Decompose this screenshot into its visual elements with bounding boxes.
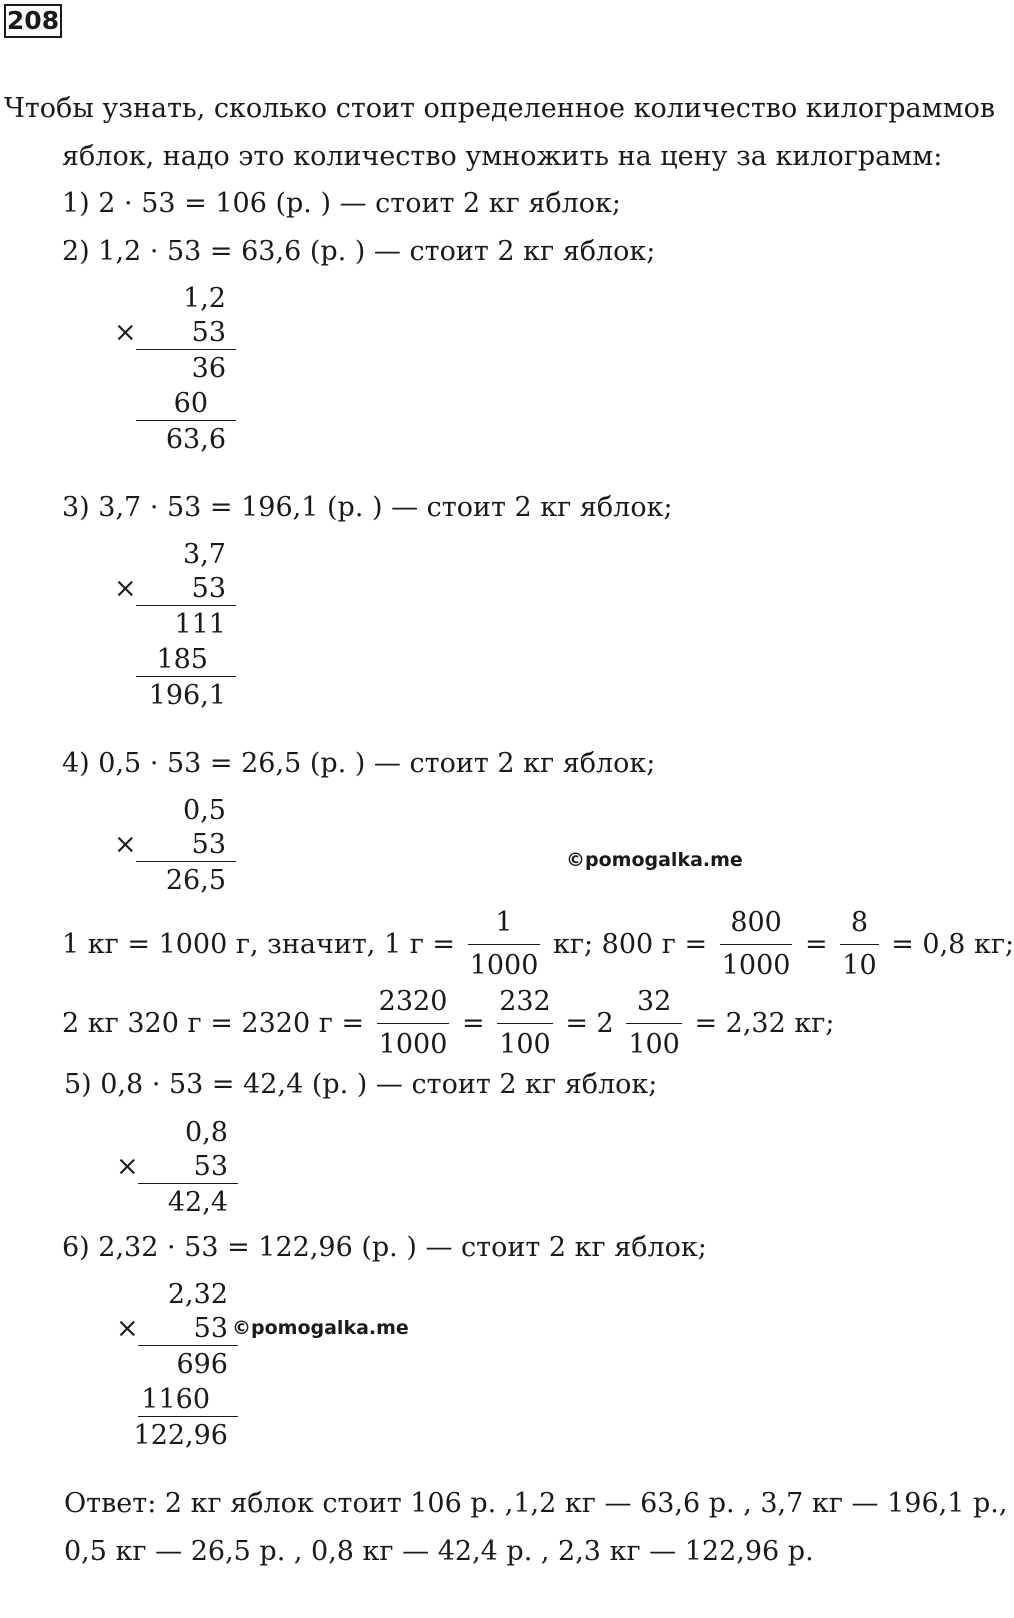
watermark: ©pomogalka.me [232,1317,409,1339]
multiplier: 53 [191,317,226,348]
times-sign: × [116,1151,139,1182]
partial-product: 111 [174,609,226,640]
multiplicand: 0,5 [183,795,226,826]
conversion-text: 1 кг = 1000 г, значит, 1 г = [62,929,456,960]
rule-line [136,420,236,421]
fraction: $\frac{32}{100}$ [626,983,682,1064]
column-multiplication-2 [114,280,238,460]
multiplicand: 3,7 [183,539,226,570]
fraction: $\frac{232}{100}$ [497,983,553,1064]
answer-line-2: 0,5 кг — 26,5 р. , 0,8 кг — 42,4 р. , 2,3 кг — 122,96 р. [64,1536,814,1567]
conversion-text: = 0,8 кг; [891,929,1014,960]
conversion-text: кг; 800 г = [552,929,708,960]
multiplier: 53 [191,573,226,604]
partial-product: 696 [176,1349,228,1380]
step-5: 5) 0,8 · 53 = 42,4 (р. ) — стоит 2 кг яблок; [64,1069,658,1100]
column-multiplication-4 [114,792,238,902]
rule-line [136,605,236,606]
step-1: 1) 2 · 53 = 106 (р. ) — стоит 2 кг яблок; [62,188,622,219]
step-6: 6) 2,32 · 53 = 122,96 (р. ) — стоит 2 кг яблок; [62,1232,707,1263]
column-multiplication-6 [116,1276,240,1456]
step-2: 2) 1,2 · 53 = 63,6 (р. ) — стоит 2 кг яблок; [62,236,656,267]
rule-line [136,861,236,862]
conversion-line-2 [62,983,834,1064]
multiplier: 53 [191,829,226,860]
conversion-text: 2 кг 320 г = 2320 г = [62,1008,365,1039]
equals-sign: = [461,1008,485,1039]
multiplier: 53 [193,1313,228,1344]
product: 26,5 [165,865,226,896]
step-3: 3) 3,7 · 53 = 196,1 (р. ) — стоит 2 кг яблок; [62,492,673,523]
multiplicand: 2,32 [167,1279,228,1310]
product: 196,1 [148,680,226,711]
rule-line [138,1416,238,1417]
fraction: $\frac{800}{1000}$ [720,904,793,985]
partial-product: 36 [191,353,226,384]
multiplier: 53 [193,1151,228,1182]
times-sign: × [116,1313,139,1344]
rule-line [136,349,236,350]
times-sign: × [114,317,137,348]
watermark: ©pomogalka.me [566,849,743,871]
fraction: $\frac{1}{1000}$ [468,904,541,985]
column-multiplication-3 [114,536,238,716]
intro-line-2: яблок, надо это количество умножить на цену за килограмм: [62,141,943,172]
conversion-line-1 [62,904,1014,985]
multiplicand: 1,2 [183,283,226,314]
partial-product: 60 [173,388,208,419]
times-sign: × [114,829,137,860]
product: 63,6 [165,424,226,455]
product: 42,4 [167,1187,228,1218]
rule-line [138,1345,238,1346]
partial-product: 185 [156,644,208,675]
answer-line-1: Ответ: 2 кг яблок стоит 106 р. ,1,2 кг — 63,6 р. , 3,7 кг — 196,1 р., [64,1488,1008,1519]
times-sign: × [114,573,137,604]
intro-line-1: Чтобы узнать, сколько стоит определенное количество килограммов [4,93,996,124]
product: 122,96 [133,1420,228,1451]
conversion-text: = 2 [565,1008,614,1039]
multiplicand: 0,8 [185,1117,228,1148]
problem-number: 208 [4,4,62,38]
conversion-text: = 2,32 кг; [694,1008,835,1039]
column-multiplication-5 [116,1114,240,1224]
fraction: $\frac{8}{10}$ [840,904,878,985]
rule-line [138,1183,238,1184]
step-4: 4) 0,5 · 53 = 26,5 (р. ) — стоит 2 кг яблок; [62,748,656,779]
rule-line [136,676,236,677]
fraction: $\frac{2320}{1000}$ [377,983,450,1064]
equals-sign: = [805,929,828,960]
partial-product: 1160 [141,1384,210,1415]
